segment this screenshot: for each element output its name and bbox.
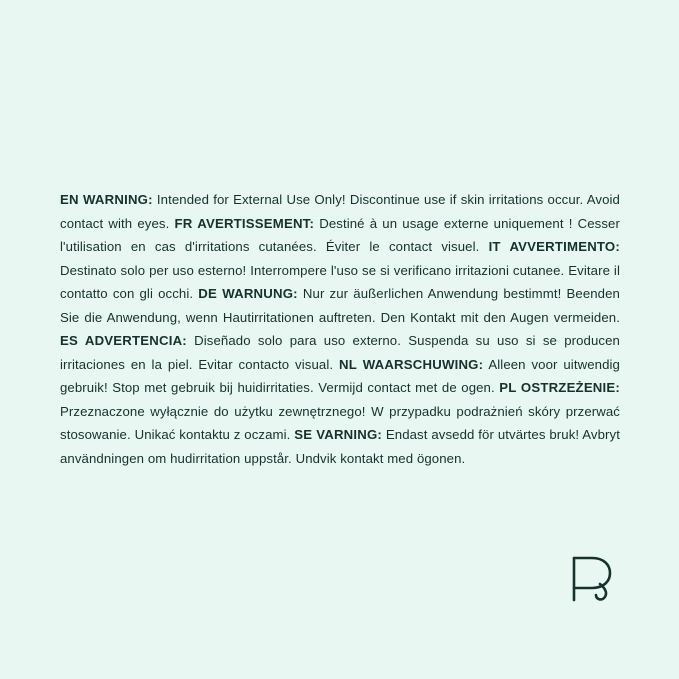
warning-language-text: Przeznaczone wyłącznie do użytku zewnętrznego! W przypadku podrażnień skóry przerwać stosowanie. Unikać kontaktu z oczami.	[60, 403, 620, 442]
warning-language-text: Destiné à un usage externe uniquement ! Cesser l'utilisation en cas d'irritations cutanées. Éviter le contact visuel.	[60, 215, 620, 254]
warning-language-label: PL OSTRZEŻENIE:	[499, 380, 620, 395]
warning-language-label: NL WAARSCHUWING:	[339, 356, 484, 372]
warning-language-label: IT AVVERTIMENTO:	[488, 239, 620, 254]
warning-language-text: Intended for External Use Only! Discontinue use if skin irritations occur. Avoid contact with eyes.	[60, 192, 620, 231]
warning-language-label: DE WARNUNG:	[198, 286, 298, 301]
warning-language-text: Endast avsedd för utvärtes bruk! Avbryt användningen om hudirritation uppstår. Undvik kontakt med ögonen.	[60, 427, 621, 466]
warning-language-text: Diseñado solo para uso externo. Suspenda su uso si se producen irritaciones en la piel. Evitar contacto visual.	[60, 333, 620, 372]
warning-language-label: ES ADVERTENCIA:	[60, 333, 187, 348]
brand-monogram-logo	[566, 554, 622, 604]
warning-language-text: Alleen voor uitwendig gebruik! Stop met gebruik bij huidirritaties. Vermijd contact met de ogen.	[60, 356, 620, 395]
warning-language-label: FR AVERTISSEMENT:	[174, 215, 315, 231]
warning-language-label: EN WARNING:	[60, 192, 153, 207]
warning-language-text: Nur zur äußerlichen Anwendung bestimmt! Beenden Sie die Anwendung, wenn Hautirritationen auftreten. Den Kontakt mit den Augen vermeiden.	[60, 286, 620, 325]
warning-paragraph	[60, 188, 620, 470]
warning-language-text: Destinato solo per uso esterno! Interrompere l'uso se si verificano irritazioni cutanee. Evitare il contatto con gli occhi.	[60, 262, 620, 301]
warning-language-label: SE VARNING:	[294, 427, 383, 442]
